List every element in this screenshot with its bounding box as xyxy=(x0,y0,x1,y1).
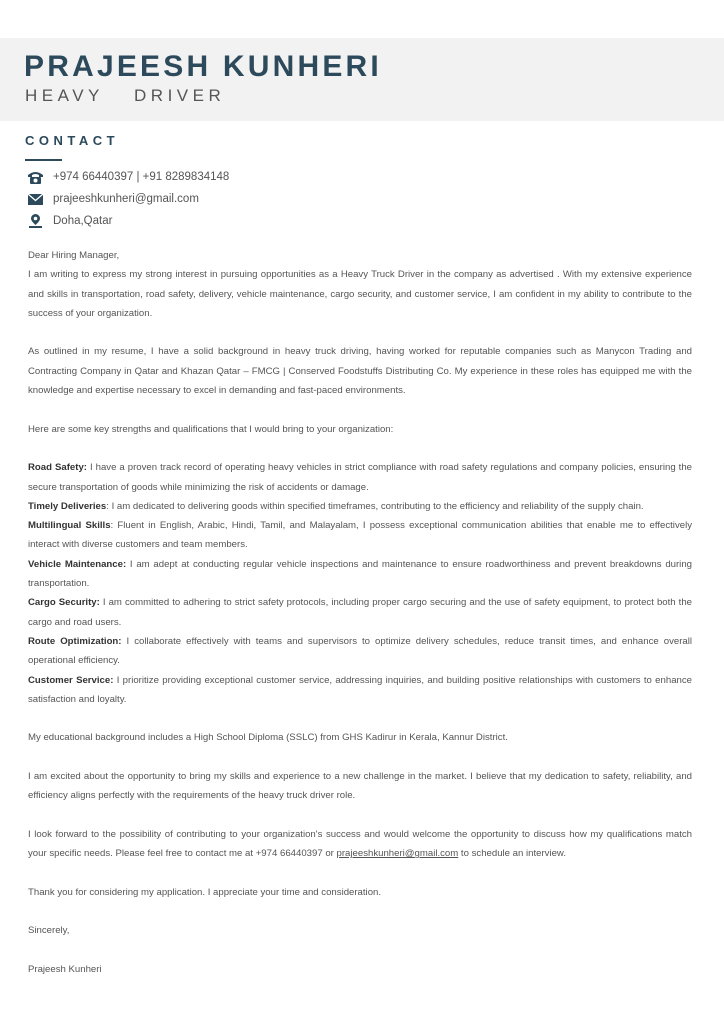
phone-icon xyxy=(27,170,44,184)
signature: Prajeesh Kunheri xyxy=(28,963,102,975)
strength-item xyxy=(28,516,692,555)
paragraph-thanks: Thank you for considering my application. I appreciate your time and consideration. xyxy=(28,886,382,898)
strength-item xyxy=(28,593,692,632)
paragraph-education: My educational background includes a High School Diploma (SSLC) from GHS Kadirur in Kerala, Kannur District. xyxy=(28,732,508,744)
strengths-list xyxy=(28,458,692,709)
contact-heading: CONTACT xyxy=(25,133,120,148)
paragraph-contact: I look forward to the possibility of contributing to your organization's success and would welcome the opportunity to discuss how my qualifications match your specific needs. Please feel free to contact me at +974 66440397 or prajeeshkunheri@gmail.com to schedule an interview. xyxy=(28,828,692,860)
strength-label: Timely Deliveries xyxy=(28,500,107,512)
strength-text: : Fluent in English, Arabic, Hindi, Tamil, and Malayalam, I possess exceptional communication abilities that enable me to effectively interact with diverse customers and team members. xyxy=(28,520,692,551)
paragraph-excitement: I am excited about the opportunity to bring my skills and experience to a new challenge in the market. I believe that my dedication to safety, reliability, and efficiency aligns perfectly with the requirements of the heavy truck driver role. xyxy=(28,771,692,802)
strength-label: Vehicle Maintenance: xyxy=(28,558,127,570)
strength-label: Customer Service: xyxy=(28,674,114,686)
paragraph-background: As outlined in my resume, I have a solid background in heavy truck driving, having worked for reputable companies such as Manycon Trading and Contracting Company in Qatar and Khazan Qatar – FMCG | Conserved Foodstuffs Distributing Co. My experience in these roles has equipped me with the knowledge and expertise necessary to excel in demanding and fast-paced environments. xyxy=(28,346,692,397)
location-pin-icon xyxy=(27,214,44,228)
applicant-role: HEAVY DRIVER xyxy=(25,86,226,105)
email-address[interactable]: prajeeshkunheri@gmail.com xyxy=(53,193,199,205)
strength-label: Route Optimization: xyxy=(28,635,122,647)
strength-text: I have a proven track record of operating heavy vehicles in strict compliance with road safety regulations and company policies, ensuring the secure transportation of goods while minimizing the risk of accidents or damage. xyxy=(28,462,692,493)
strength-label: Road Safety: xyxy=(28,462,87,474)
applicant-name: PRAJEESH KUNHERI xyxy=(24,50,382,83)
strength-text: I am committed to adhering to strict safety protocols, including proper cargo securing and the use of safety equipment, to protect both the cargo and road users. xyxy=(28,597,692,628)
contact-email xyxy=(27,192,199,206)
contact-phone xyxy=(27,170,229,184)
envelope-icon xyxy=(27,192,44,206)
location-text: Doha,Qatar xyxy=(53,215,113,227)
strength-item xyxy=(28,671,692,710)
strength-item xyxy=(28,497,692,516)
contact-divider xyxy=(25,159,62,161)
strength-item xyxy=(28,555,692,594)
strength-text: I am adept at conducting regular vehicle inspections and maintenance to ensure roadworthiness and prevent breakdowns during transportation. xyxy=(28,558,692,590)
phone-numbers: +974 66440397 | +91 8289834148 xyxy=(53,171,230,183)
salutation: Dear Hiring Manager, xyxy=(28,250,120,261)
letter-body xyxy=(28,246,692,999)
strength-label: Cargo Security: xyxy=(28,597,100,609)
strength-text: I prioritize providing exceptional customer service, addressing inquiries, and building positive relationships with customers to enhance satisfaction and loyalty. xyxy=(28,674,692,705)
strength-text: : I am dedicated to delivering goods within specified timeframes, contributing to the efficiency and reliability of the supply chain. xyxy=(106,500,644,512)
paragraph-strengths-intro: Here are some key strengths and qualifications that I would bring to your organization: xyxy=(28,423,394,435)
strength-label: Multilingual Skills xyxy=(28,520,111,532)
email-link[interactable]: prajeeshkunheri@gmail.com xyxy=(336,848,459,860)
strength-item xyxy=(28,632,692,671)
strength-text: I collaborate effectively with teams and supervisors to optimize delivery schedules, reduce transit times, and enhance overall operational efficiency. xyxy=(28,635,692,667)
contact-location xyxy=(27,214,112,228)
paragraph-intro: I am writing to express my strong interest in pursuing opportunities as a Heavy Truck Driver in the company as advertised . With my extensive experience and skills in transportation, road safety, delivery, vehicle maintenance, cargo security, and customer service, I am confident in my ability to contribute to the success of your organization. xyxy=(28,269,692,319)
strength-item xyxy=(28,458,692,497)
closing: Sincerely, xyxy=(28,925,70,937)
